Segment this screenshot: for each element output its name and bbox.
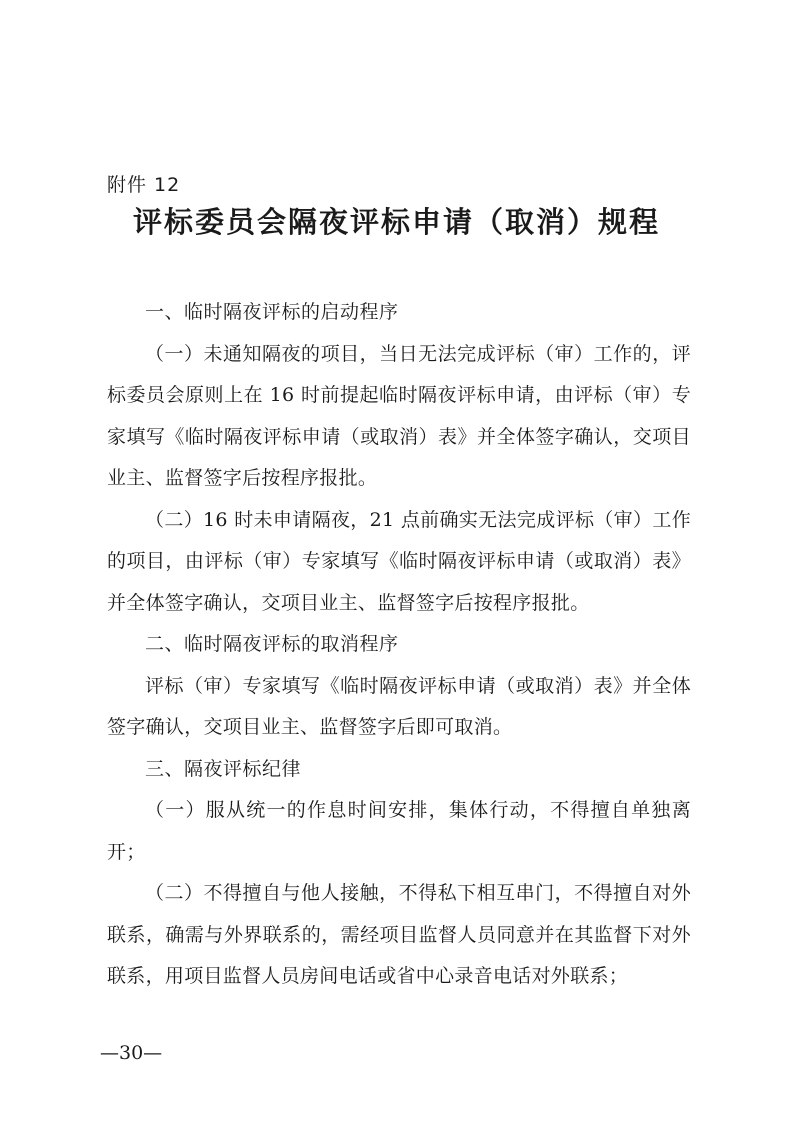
body-paragraph: （二）不得擅自与他人接触，不得私下相互串门，不得擅自对外联系，确需与外界联系的，需经项目监督人员同意并在其监督下对外联系，用项目监督人员房间电话或省中心录音电话对外联系； — [107, 882, 691, 987]
attachment-label: 附件 12 — [107, 174, 181, 196]
body-paragraph: （一）服从统一的作息时间安排，集体行动，不得擅自单独离开； — [107, 799, 691, 863]
section-heading: 二、临时隔夜评标的取消程序 — [145, 633, 399, 655]
body-paragraph: （一）未通知隔夜的项目，当日无法完成评标（审）工作的，评标委员会原则上在 16 时前提起临时隔夜评标申请，由评标（审）专家填写《临时隔夜评标申请（或取消）表》并全体签字确认，交项目业主、监督签字后按程序报批。 — [107, 342, 691, 489]
section-heading: 一、临时隔夜评标的启动程序 — [145, 301, 399, 323]
document-body — [107, 292, 691, 998]
body-paragraph: （二）16 时未申请隔夜，21 点前确实无法完成评标（审）工作的项目，由评标（审）专家填写《临时隔夜评标申请（或取消）表》并全体签字确认，交项目业主、监督签字后按程序报批。 — [107, 508, 691, 614]
section-heading: 三、隔夜评标纪律 — [145, 757, 302, 780]
document-title: 评标委员会隔夜评标申请（取消）规程 — [132, 205, 660, 239]
body-paragraph: 评标（审）专家填写《临时隔夜评标申请（或取消）表》并全体签字确认，交项目业主、监督签字后即可取消。 — [107, 674, 691, 738]
page-number: —30— — [100, 1042, 163, 1064]
